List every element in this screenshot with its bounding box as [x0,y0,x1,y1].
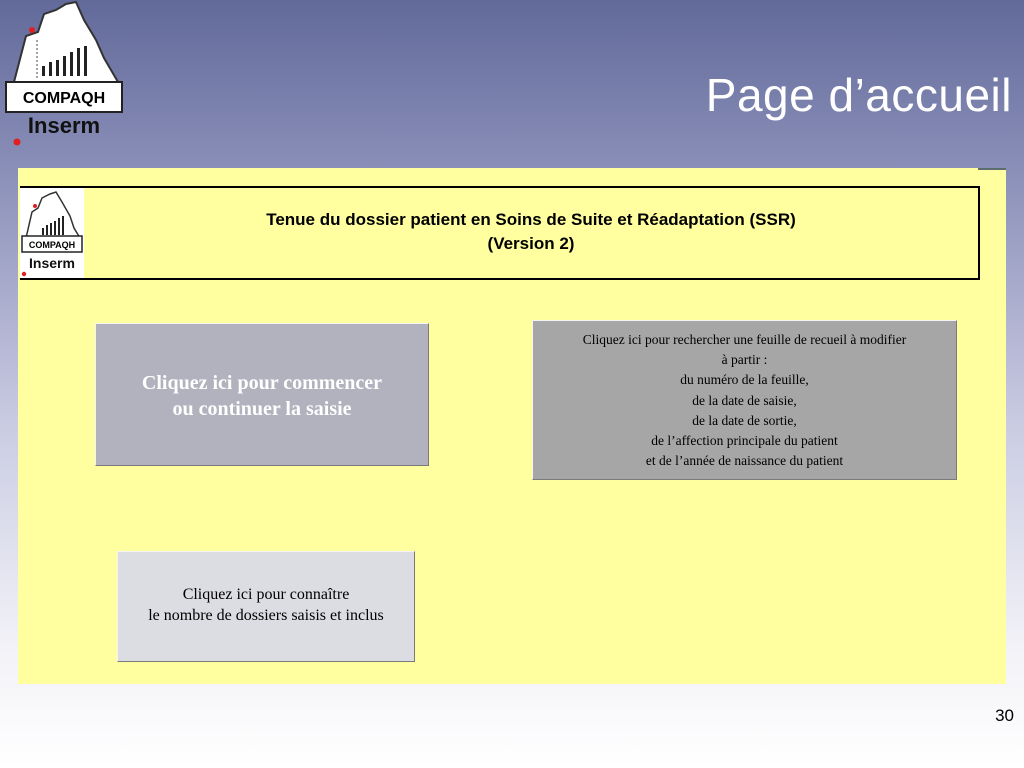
header-logo-text: COMPAQH [28,240,76,250]
application-panel [18,168,1006,684]
header-logo [20,188,84,278]
count-records-button[interactable] [117,551,415,662]
start-entry-button[interactable] [95,323,429,466]
logo-text: COMPAQH [22,90,106,107]
application-title-line: Tenue du dossier patient en Soins de Suite et Réadaptation (SSR) [266,210,796,229]
logo-subtext: Inserm [27,113,101,138]
search-record-label-line: à partir : [721,352,768,368]
application-header [20,186,980,280]
panel-divider [978,168,1006,170]
search-record-label-line: de l’affection principale du patient [651,433,838,449]
compaqh-inserm-logo [4,0,124,150]
count-records-label-line: le nombre de dossiers saisis et inclus [148,607,384,624]
start-entry-label-line: Cliquez ici pour commencer [141,372,383,394]
slide-title: Page d’accueil [705,69,1012,121]
application-title [84,208,978,256]
search-record-label-line: Cliquez ici pour rechercher une feuille de recueil à modifier [582,332,907,347]
count-records-label-line: Cliquez ici pour connaître [182,586,350,603]
header-logo-subtext: Inserm [29,255,75,271]
page-number: 30 [995,706,1014,725]
search-record-label-line: de la date de sortie, [692,412,797,428]
search-record-label-line: de la date de saisie, [692,392,797,408]
start-entry-label-line: ou continuer la saisie [172,398,352,420]
application-version: (Version 2) [487,234,575,253]
search-record-label-line: et de l’année de naissance du patient [645,453,844,469]
search-record-button[interactable] [532,320,957,480]
search-record-label-line: du numéro de la feuille, [680,372,809,388]
